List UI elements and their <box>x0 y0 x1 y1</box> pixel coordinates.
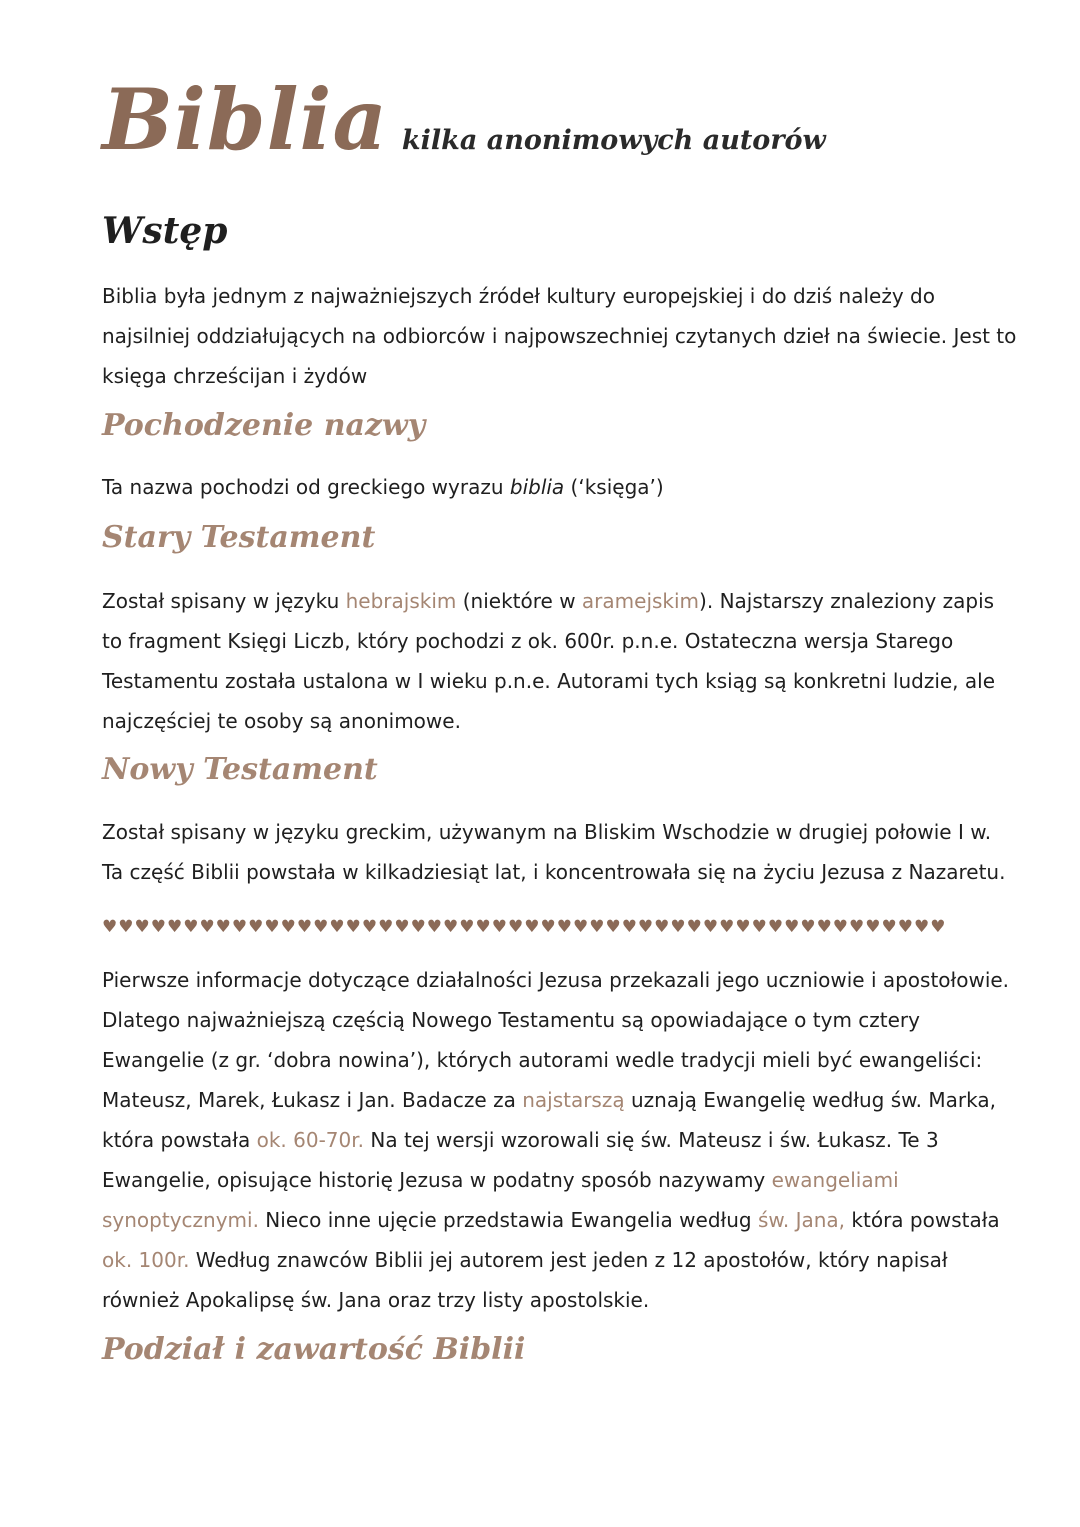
origin-paragraph <box>102 467 1017 507</box>
origin-term: biblia <box>509 475 565 499</box>
ot-text-3: ). Najstarszy znaleziony zapis to fragment Księgi Liczb, który pochodzi z ok. 600r. p.n.e. Ostateczna wersja Starego Testamentu została ustalona w I wieku p.n.e. Autorami tych ksiąg są konkretni ludzie, ale najczęściej te osoby są anonimowe. <box>102 589 996 733</box>
ot-text-1: Został spisany w języku <box>102 589 346 613</box>
gospels-text-2: uznają Ewangelię według św. Marka, która powstała <box>102 1088 996 1152</box>
gospels-highlight-oldest: najstarszą <box>522 1088 625 1112</box>
intro-paragraph: Biblia była jednym z najważniejszych źródeł kultury europejskiej i do dziś należy do najsilniej oddziałujących na odbiorców i najpowszechniej czytanych dzieł na świecie. Jest to księga chrześcijan i żydów <box>102 284 1017 388</box>
origin-heading: Pochodzenie nazwy <box>102 408 426 443</box>
old-testament-paragraph <box>102 581 1017 741</box>
division-heading: Podział i zawartość Biblii <box>102 1332 526 1367</box>
heart-divider: ♥♥♥♥♥♥♥♥♥♥♥♥♥♥♥♥♥♥♥♥♥♥♥♥♥♥♥♥♥♥♥♥♥♥♥♥♥♥♥♥♥♥♥♥♥♥♥♥♥♥♥♥ <box>102 917 947 937</box>
title-row <box>102 70 826 169</box>
gospels-text-6: Według znawców Biblii jej autorem jest jeden z 12 apostołów, który napisał również Apokalipsę św. Jana oraz trzy listy apostolskie. <box>102 1248 948 1312</box>
gospels-text-5: która powstała <box>845 1208 1000 1232</box>
ot-language-hebrew: hebrajskim <box>345 589 457 613</box>
gospels-highlight-synoptic: ewangeliami synoptycznymi. <box>102 1168 899 1232</box>
origin-text-before: Ta nazwa pochodzi od greckiego wyrazu <box>102 475 510 499</box>
page-title: Biblia <box>102 70 388 169</box>
gospels-highlight-john-date: ok. 100r. <box>102 1248 190 1272</box>
gospels-paragraph <box>102 960 1017 1320</box>
gospels-highlight-john: św. Jana, <box>757 1208 846 1232</box>
gospels-highlight-mark-date: ok. 60-70r. <box>256 1128 365 1152</box>
origin-text-after: (‘księga’) <box>564 475 664 499</box>
new-testament-paragraph: Został spisany w języku greckim, używanym na Bliskim Wschodzie w drugiej połowie I w. Ta część Biblii powstała w kilkadziesiąt lat, i koncentrowała się na życiu Jezusa z Nazaretu. <box>102 820 1006 884</box>
new-testament-heading: Nowy Testament <box>102 752 378 787</box>
page-subtitle: kilka anonimowych autorów <box>401 125 826 156</box>
old-testament-heading: Stary Testament <box>102 520 376 555</box>
ot-text-2: (niektóre w <box>456 589 582 613</box>
gospels-text-1: Pierwsze informacje dotyczące działalności Jezusa przekazali jego uczniowie i apostołowie. Dlatego najważniejszą częścią Nowego Testamentu są opowiadające o tym cztery Ewangelie (z gr. ‘dobra nowina’), których autorami wedle tradycji mieli być ewangeliści: Mateusz, Marek, Łukasz i Jan. Badacze za <box>102 968 1010 1112</box>
gospels-text-4: Nieco inne ujęcie przedstawia Ewangelia według <box>258 1208 758 1232</box>
gospels-text-3: Na tej wersji wzorowali się św. Mateusz i św. Łukasz. Te 3 Ewangelie, opisujące historię Jezusa w podatny sposób nazywamy <box>102 1128 939 1192</box>
ot-language-aramaic: aramejskim <box>581 589 700 613</box>
intro-heading: Wstęp <box>102 210 228 252</box>
